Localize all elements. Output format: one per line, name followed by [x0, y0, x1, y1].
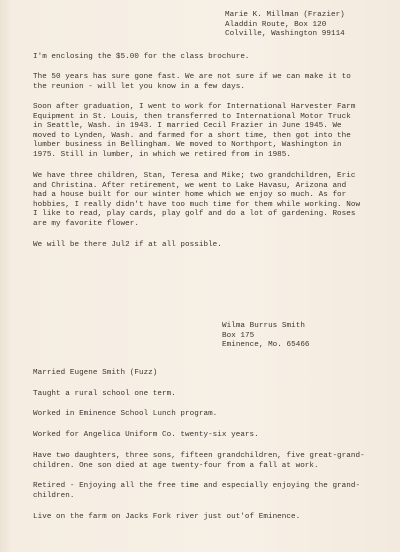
- letter2-paragraph: [33, 482, 360, 501]
- address-line: Aladdin Route, Box 120: [225, 20, 327, 29]
- text-line: 1975. Still in lumber, in which we retired from in 1985.: [33, 150, 291, 159]
- text-line: had a house built for our winter home which we enjoy so much. As for: [33, 191, 347, 200]
- address-line: Wilma Burrus Smith: [222, 322, 305, 330]
- text-line: Live on the farm on Jacks Fork river just out'of Eminence.: [33, 513, 301, 521]
- text-line: I like to read, play cards, play golf and do a lot of gardening. Roses: [33, 210, 356, 219]
- text-line: in Seattle, Wash. in 1943. I married Cecil Frazier in June 1945. We: [33, 122, 342, 131]
- address-line: Marie K. Millman (Frazier): [225, 11, 345, 19]
- letter2-paragraph: [33, 513, 300, 523]
- letter1-paragraph: [33, 172, 360, 230]
- letter1-paragraph: [33, 53, 250, 63]
- text-line: children.: [33, 491, 75, 500]
- letter1-address: [225, 11, 345, 40]
- text-line: children. One son died at age twenty-four from a fall at work.: [33, 461, 319, 470]
- text-line: moved to Lynden, Wash. and farmed for a short time, then got into the: [33, 131, 351, 140]
- text-line: Taught a rural school one term.: [33, 390, 176, 398]
- letter2-paragraph: [33, 431, 259, 441]
- text-line: Retired - Enjoying all the free time and especially enjoying the grand-: [33, 482, 361, 490]
- text-line: Have two daughters, three sons, fifteen grandchildren, five great-grand-: [33, 452, 365, 460]
- text-line: Married Eugene Smith (Fuzz): [33, 369, 158, 377]
- text-line: I'm enclosing the $5.00 for the class brochure.: [33, 53, 250, 61]
- text-line: Worked in Eminence School Lunch program.: [33, 410, 218, 418]
- text-line: the reunion - will let you know in a few days.: [33, 82, 245, 91]
- address-line: Eminence, Mo. 65466: [222, 341, 310, 350]
- text-line: The 50 years has sure gone fast. We are not sure if we can make it to: [33, 73, 351, 81]
- letter1-paragraph: [33, 103, 356, 161]
- text-line: Equipment in St. Louis, then transferred to International Motor Truck: [33, 112, 351, 121]
- text-line: We have three children, Stan, Teresa and Mike; two grandchildren, Eric: [33, 172, 356, 180]
- letter1-paragraph: [33, 241, 222, 251]
- text-line: We will be there Jul2 if at all possible.: [33, 241, 222, 249]
- letter2-paragraph: [33, 452, 365, 471]
- letter2-paragraph: [33, 390, 176, 400]
- letter2-address: [222, 322, 310, 351]
- text-line: and Christina. After retirement, we went to Lake Havasu, Arizona and: [33, 181, 347, 190]
- letter2-paragraph: [33, 410, 217, 420]
- letter2-paragraph: [33, 369, 157, 379]
- text-line: lumber business in Bellingham. We moved to Northport, Washington in: [33, 141, 342, 150]
- text-line: are my favorite flower.: [33, 219, 139, 228]
- text-line: Worked for Angelica Uniform Co. twenty-six years.: [33, 431, 259, 439]
- address-line: Box 175: [222, 331, 255, 340]
- letter1-paragraph: [33, 73, 351, 92]
- text-line: Soon after graduation, I went to work for International Harvester Farm: [33, 103, 356, 111]
- text-line: hobbies, I really didn't have too much time for them while working. Now: [33, 200, 361, 209]
- address-line: Colville, Washington 99114: [225, 30, 345, 39]
